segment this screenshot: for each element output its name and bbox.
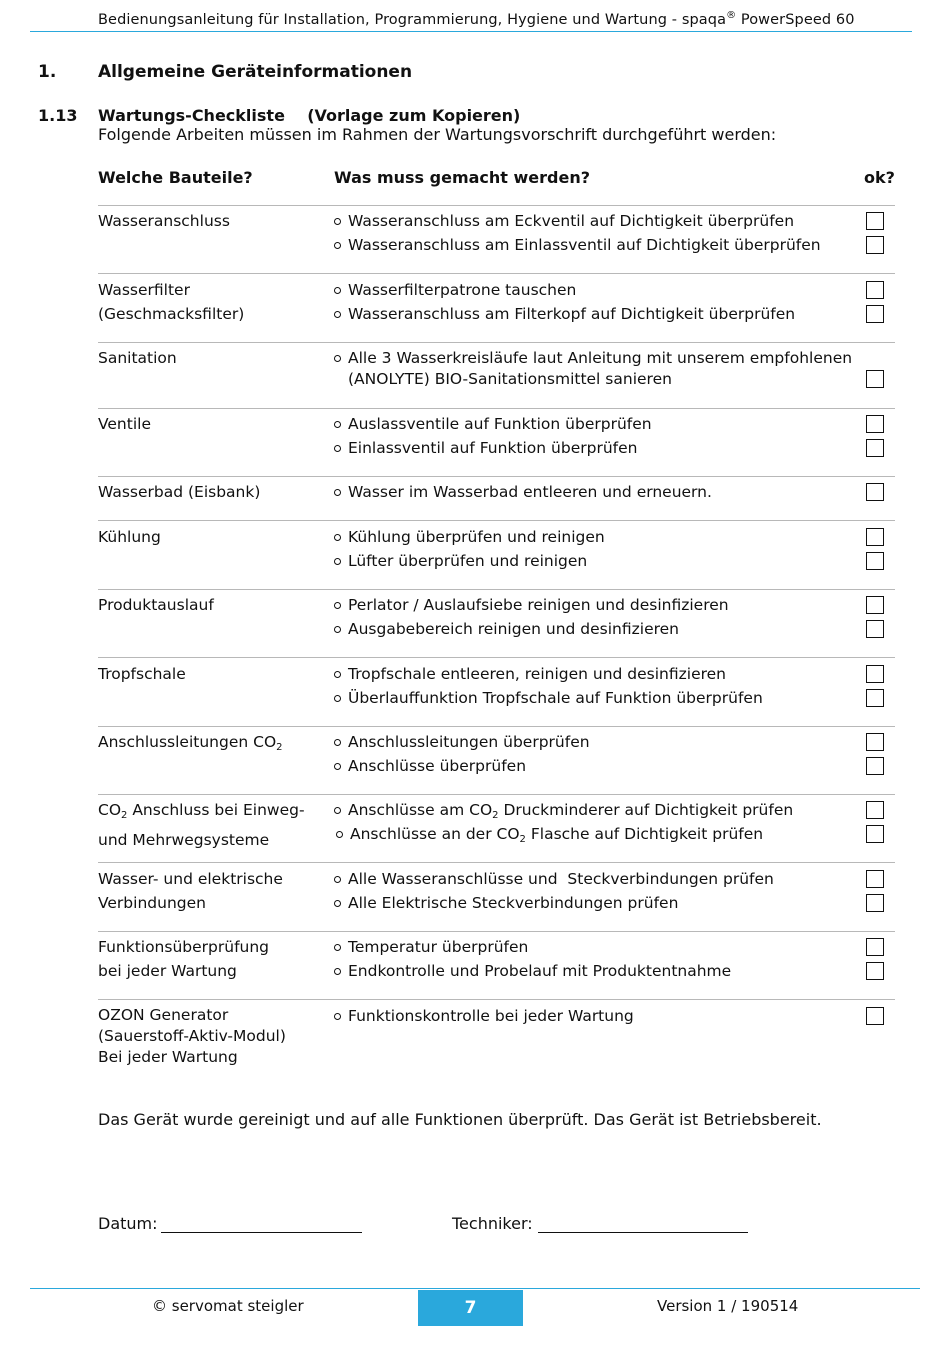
column-header-ok: ok? (864, 168, 895, 187)
ok-checkbox[interactable] (866, 528, 884, 546)
task-item: Alle 3 Wasserkreisläufe laut Anleitung mit unserem empfohlenen (ANOLYTE) BIO-Sanitationsmittel sanieren (334, 348, 868, 390)
task-item: Einlassventil auf Funktion überprüfen (334, 438, 873, 459)
component-line: bei jeder Wartung (98, 962, 237, 980)
subsection-number: 1.13 (38, 106, 78, 125)
task-item: Temperatur überprüfen (334, 937, 873, 958)
subscript: 2 (519, 834, 526, 845)
closing-statement: Das Gerät wurde gereinigt und auf alle Funktionen überprüft. Das Gerät ist Betriebsbereit. (98, 1110, 822, 1129)
subsection-title: Wartungs-Checkliste (Vorlage zum Kopieren) (98, 106, 521, 125)
row-divider (98, 862, 895, 863)
page-header (98, 10, 855, 28)
task-item: Anschlussleitungen überprüfen (334, 732, 873, 753)
ok-checkbox[interactable] (866, 620, 884, 638)
ok-checkbox[interactable] (866, 689, 884, 707)
ok-checkbox[interactable] (866, 281, 884, 299)
task-item: Lüfter überprüfen und reinigen (334, 551, 873, 572)
component-text: Anschlussleitungen CO (98, 733, 277, 751)
row-divider (98, 999, 895, 1000)
task-item: Alle Elektrische Steckverbindungen prüfen (334, 893, 873, 914)
task-item: Kühlung überprüfen und reinigen (334, 527, 873, 548)
component-label (98, 936, 326, 982)
row-divider (98, 726, 895, 727)
component-label: Wasseranschluss (98, 212, 230, 230)
technician-label: Techniker: (452, 1214, 533, 1233)
ok-checkbox[interactable] (866, 870, 884, 888)
ok-checkbox[interactable] (866, 665, 884, 683)
task-text: Anschlüsse an der CO (350, 825, 520, 843)
ok-checkbox[interactable] (866, 305, 884, 323)
task-item: Wasseranschluss am Filterkopf auf Dichtigkeit überprüfen (334, 304, 873, 325)
component-label (98, 279, 326, 325)
row-divider (98, 931, 895, 932)
component-line: Wasserfilter (98, 281, 190, 299)
component-line: Wasser- und elektrische (98, 870, 283, 888)
task-item: Tropfschale entleeren, reinigen und desinfizieren (334, 664, 873, 685)
component-label: Kühlung (98, 528, 161, 546)
page-number: 7 (418, 1290, 523, 1326)
ok-checkbox[interactable] (866, 938, 884, 956)
subscript: 2 (276, 742, 283, 753)
ok-checkbox[interactable] (866, 596, 884, 614)
ok-checkbox[interactable] (866, 825, 884, 843)
date-field[interactable] (161, 1232, 362, 1233)
intro-text: Folgende Arbeiten müssen im Rahmen der Wartungsvorschrift durchgeführt werden: (98, 125, 777, 144)
row-divider (98, 342, 895, 343)
task-item: Alle Wasseranschlüsse und Steckverbindungen prüfen (334, 869, 873, 890)
ok-checkbox[interactable] (866, 483, 884, 501)
task-text: Flasche auf Dichtigkeit prüfen (525, 825, 764, 843)
row-divider (98, 205, 895, 206)
task-item: Wasseranschluss am Einlassventil auf Dichtigkeit überprüfen (334, 235, 873, 256)
section-number: 1. (38, 62, 57, 82)
row-divider (98, 657, 895, 658)
ok-checkbox[interactable] (866, 415, 884, 433)
row-divider (98, 589, 895, 590)
component-line: (Geschmacksfilter) (98, 305, 245, 323)
component-label (98, 799, 326, 851)
component-label: Tropfschale (98, 665, 186, 683)
component-text: Anschluss bei Einweg- (127, 801, 305, 819)
task-text: Druckminderer auf Dichtigkeit prüfen (498, 801, 794, 819)
task-item: Endkontrolle und Probelauf mit Produktentnahme (334, 961, 873, 982)
technician-field[interactable] (538, 1232, 748, 1233)
ok-checkbox[interactable] (866, 236, 884, 254)
component-line: und Mehrwegsysteme (98, 831, 270, 849)
ok-checkbox[interactable] (866, 439, 884, 457)
ok-checkbox[interactable] (866, 1007, 884, 1025)
component-line: Bei jeder Wartung (98, 1048, 238, 1066)
version-text: Version 1 / 190514 (657, 1297, 799, 1315)
ok-checkbox[interactable] (866, 370, 884, 388)
component-label (98, 868, 326, 914)
row-divider (98, 520, 895, 521)
component-label (98, 1005, 326, 1068)
ok-checkbox[interactable] (866, 757, 884, 775)
row-divider (98, 273, 895, 274)
column-header-component: Welche Bauteile? (98, 168, 253, 187)
header-text: Bedienungsanleitung für Installation, Programmierung, Hygiene und Wartung - spaqa (98, 11, 727, 28)
component-label: Sanitation (98, 349, 177, 367)
date-label: Datum: (98, 1214, 158, 1233)
registered-mark: ® (726, 10, 737, 21)
ok-checkbox[interactable] (866, 733, 884, 751)
component-label: Wasserbad (Eisbank) (98, 483, 261, 501)
task-text: Anschlüsse am CO (348, 801, 493, 819)
task-item (336, 824, 875, 850)
component-label (98, 731, 326, 759)
footer-rule (30, 1288, 920, 1289)
component-label: Produktauslauf (98, 596, 214, 614)
task-item: Wasserfilterpatrone tauschen (334, 280, 873, 301)
section-title: Allgemeine Geräteinformationen (98, 62, 413, 82)
ok-checkbox[interactable] (866, 801, 884, 819)
ok-checkbox[interactable] (866, 962, 884, 980)
component-line (98, 799, 326, 827)
component-line: (Sauerstoff-Aktiv-Modul) (98, 1027, 286, 1045)
row-divider (98, 408, 895, 409)
row-divider (98, 794, 895, 795)
task-item (334, 800, 873, 826)
ok-checkbox[interactable] (866, 552, 884, 570)
task-item: Anschlüsse überprüfen (334, 756, 873, 777)
task-item: Auslassventile auf Funktion überprüfen (334, 414, 873, 435)
task-item: Wasseranschluss am Eckventil auf Dichtigkeit überprüfen (334, 211, 873, 232)
component-line: OZON Generator (98, 1006, 229, 1024)
component-label: Ventile (98, 415, 151, 433)
header-product: PowerSpeed 60 (736, 11, 855, 28)
ok-checkbox[interactable] (866, 212, 884, 230)
subscript: 2 (492, 810, 499, 821)
component-text: CO (98, 801, 122, 819)
component-line: Funktionsüberprüfung (98, 938, 270, 956)
header-rule (30, 31, 912, 32)
task-item: Funktionskontrolle bei jeder Wartung (334, 1006, 873, 1027)
copyright-text: © servomat steigler (152, 1297, 304, 1315)
task-item: Wasser im Wasserbad entleeren und erneuern. (334, 482, 873, 503)
component-line: Verbindungen (98, 894, 206, 912)
task-item: Perlator / Auslaufsiebe reinigen und desinfizieren (334, 595, 873, 616)
row-divider (98, 476, 895, 477)
ok-checkbox[interactable] (866, 894, 884, 912)
task-item: Überlauffunktion Tropfschale auf Funktion überprüfen (334, 688, 873, 709)
task-item: Ausgabebereich reinigen und desinfizieren (334, 619, 873, 640)
subscript: 2 (121, 810, 128, 821)
column-header-task: Was muss gemacht werden? (334, 168, 591, 187)
